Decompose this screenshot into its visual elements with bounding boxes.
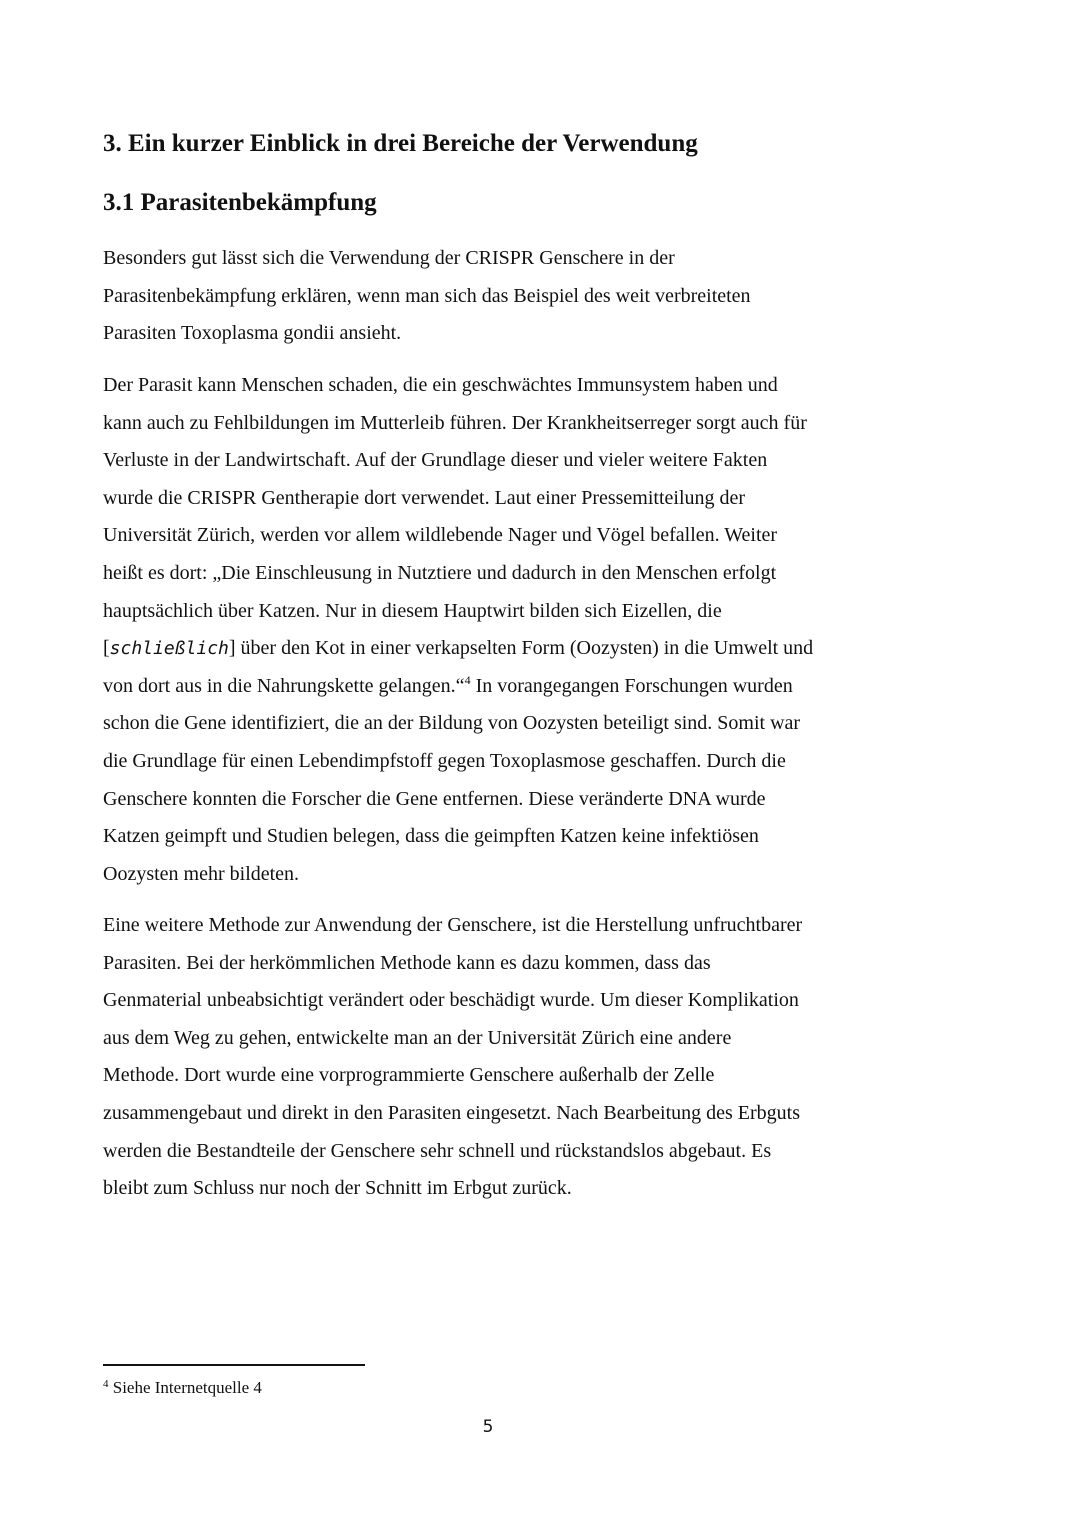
bracket-open: [ [103, 637, 110, 660]
footnote-divider [103, 1364, 365, 1366]
section-heading: 3. Ein kurzer Einblick in drei Bereiche der Verwendung [103, 130, 698, 157]
text-line: Eine weitere Methode zur Anwendung der Genschere, ist die Herstellung unfruchtbarer [103, 914, 803, 936]
text-line: Methode. Dort wurde eine vorprogrammierte Genschere außerhalb der Zelle [103, 1064, 715, 1087]
text-line: Parasiten Toxoplasma gondii ansieht. [103, 322, 402, 345]
text-line: zusammengebaut und direkt in den Parasiten eingesetzt. Nach Bearbeitung des Erbguts [103, 1101, 801, 1124]
text-line: Verluste in der Landwirtschaft. Auf der Grundlage dieser und vieler weitere Fakten [103, 449, 768, 472]
line-rest: ] über den Kot in einer verkapselten Form (Oozysten) in die Umwelt und [228, 637, 814, 660]
subsection-heading: 3.1 Parasitenbekämpfung [103, 189, 377, 216]
text-line: Genmaterial unbeabsichtigt verändert oder beschädigt wurde. Um dieser Komplikation [103, 989, 799, 1012]
footnote-reference[interactable]: 4 [464, 672, 471, 687]
text-line: Der Parasit kann Menschen schaden, die ein geschwächtes Immunsystem haben und [103, 374, 778, 396]
quote-end: von dort aus in die Nahrungskette gelangen.“ [103, 674, 465, 697]
italic-insert: schließlich [109, 638, 229, 660]
text-line: die Grundlage für einen Lebendimpfstoff gegen Toxoplasmose geschaffen. Durch die [103, 749, 786, 772]
text-line: Universität Zürich, werden vor allem wildlebende Nager und Vögel befallen. Weiter [103, 524, 778, 547]
text-line: werden die Bestandteile der Genschere sehr schnell und rückstandslos abgebaut. Es [103, 1139, 772, 1162]
text-line: Katzen geimpft und Studien belegen, dass die geimpften Katzen keine infektiösen [103, 825, 759, 848]
text-line [103, 630, 903, 668]
line-rest: In vorangegangen Forschungen wurden [470, 674, 793, 697]
footnote-text: Siehe Internetquelle 4 [108, 1378, 262, 1397]
text-line: Parasitenbekämpfung erklären, wenn man sich das Beispiel des weit verbreiteten [103, 284, 751, 307]
text-line: schon die Gene identifiziert, die an der Bildung von Oozysten beteiligt sind. Somit war [103, 712, 801, 735]
text-line [103, 668, 903, 706]
text-line: Oozysten mehr bildeten. [103, 862, 300, 885]
paragraph-toxoplasma [103, 367, 903, 893]
text-line: wurde die CRISPR Gentherapie dort verwendet. Laut einer Pressemitteilung der [103, 486, 746, 509]
page-number: 5 [482, 1417, 494, 1437]
text-line: Genschere konnten die Forscher die Gene entfernen. Diese veränderte DNA wurde [103, 787, 766, 810]
footnote [103, 1376, 262, 1400]
text-line: Besonders gut lässt sich die Verwendung der CRISPR Genschere in der [103, 247, 675, 269]
text-line: heißt es dort: „Die Einschleusung in Nutztiere und dadurch in den Menschen erfolgt [103, 561, 777, 584]
text-line: aus dem Weg zu gehen, entwickelte man an der Universität Zürich eine andere [103, 1026, 732, 1049]
paragraph-sterile-parasites [103, 907, 903, 1208]
paragraph-intro [103, 240, 903, 353]
text-line: kann auch zu Fehlbildungen im Mutterleib führen. Der Krankheitserreger sorgt auch für [103, 411, 807, 434]
footnote-number: 4 [103, 1378, 109, 1390]
text-line: hauptsächlich über Katzen. Nur in diesem Hauptwirt bilden sich Eizellen, die [103, 599, 722, 622]
text-line: Parasiten. Bei der herkömmlichen Methode kann es dazu kommen, dass das [103, 951, 711, 974]
text-line: bleibt zum Schluss nur noch der Schnitt im Erbgut zurück. [103, 1177, 572, 1200]
